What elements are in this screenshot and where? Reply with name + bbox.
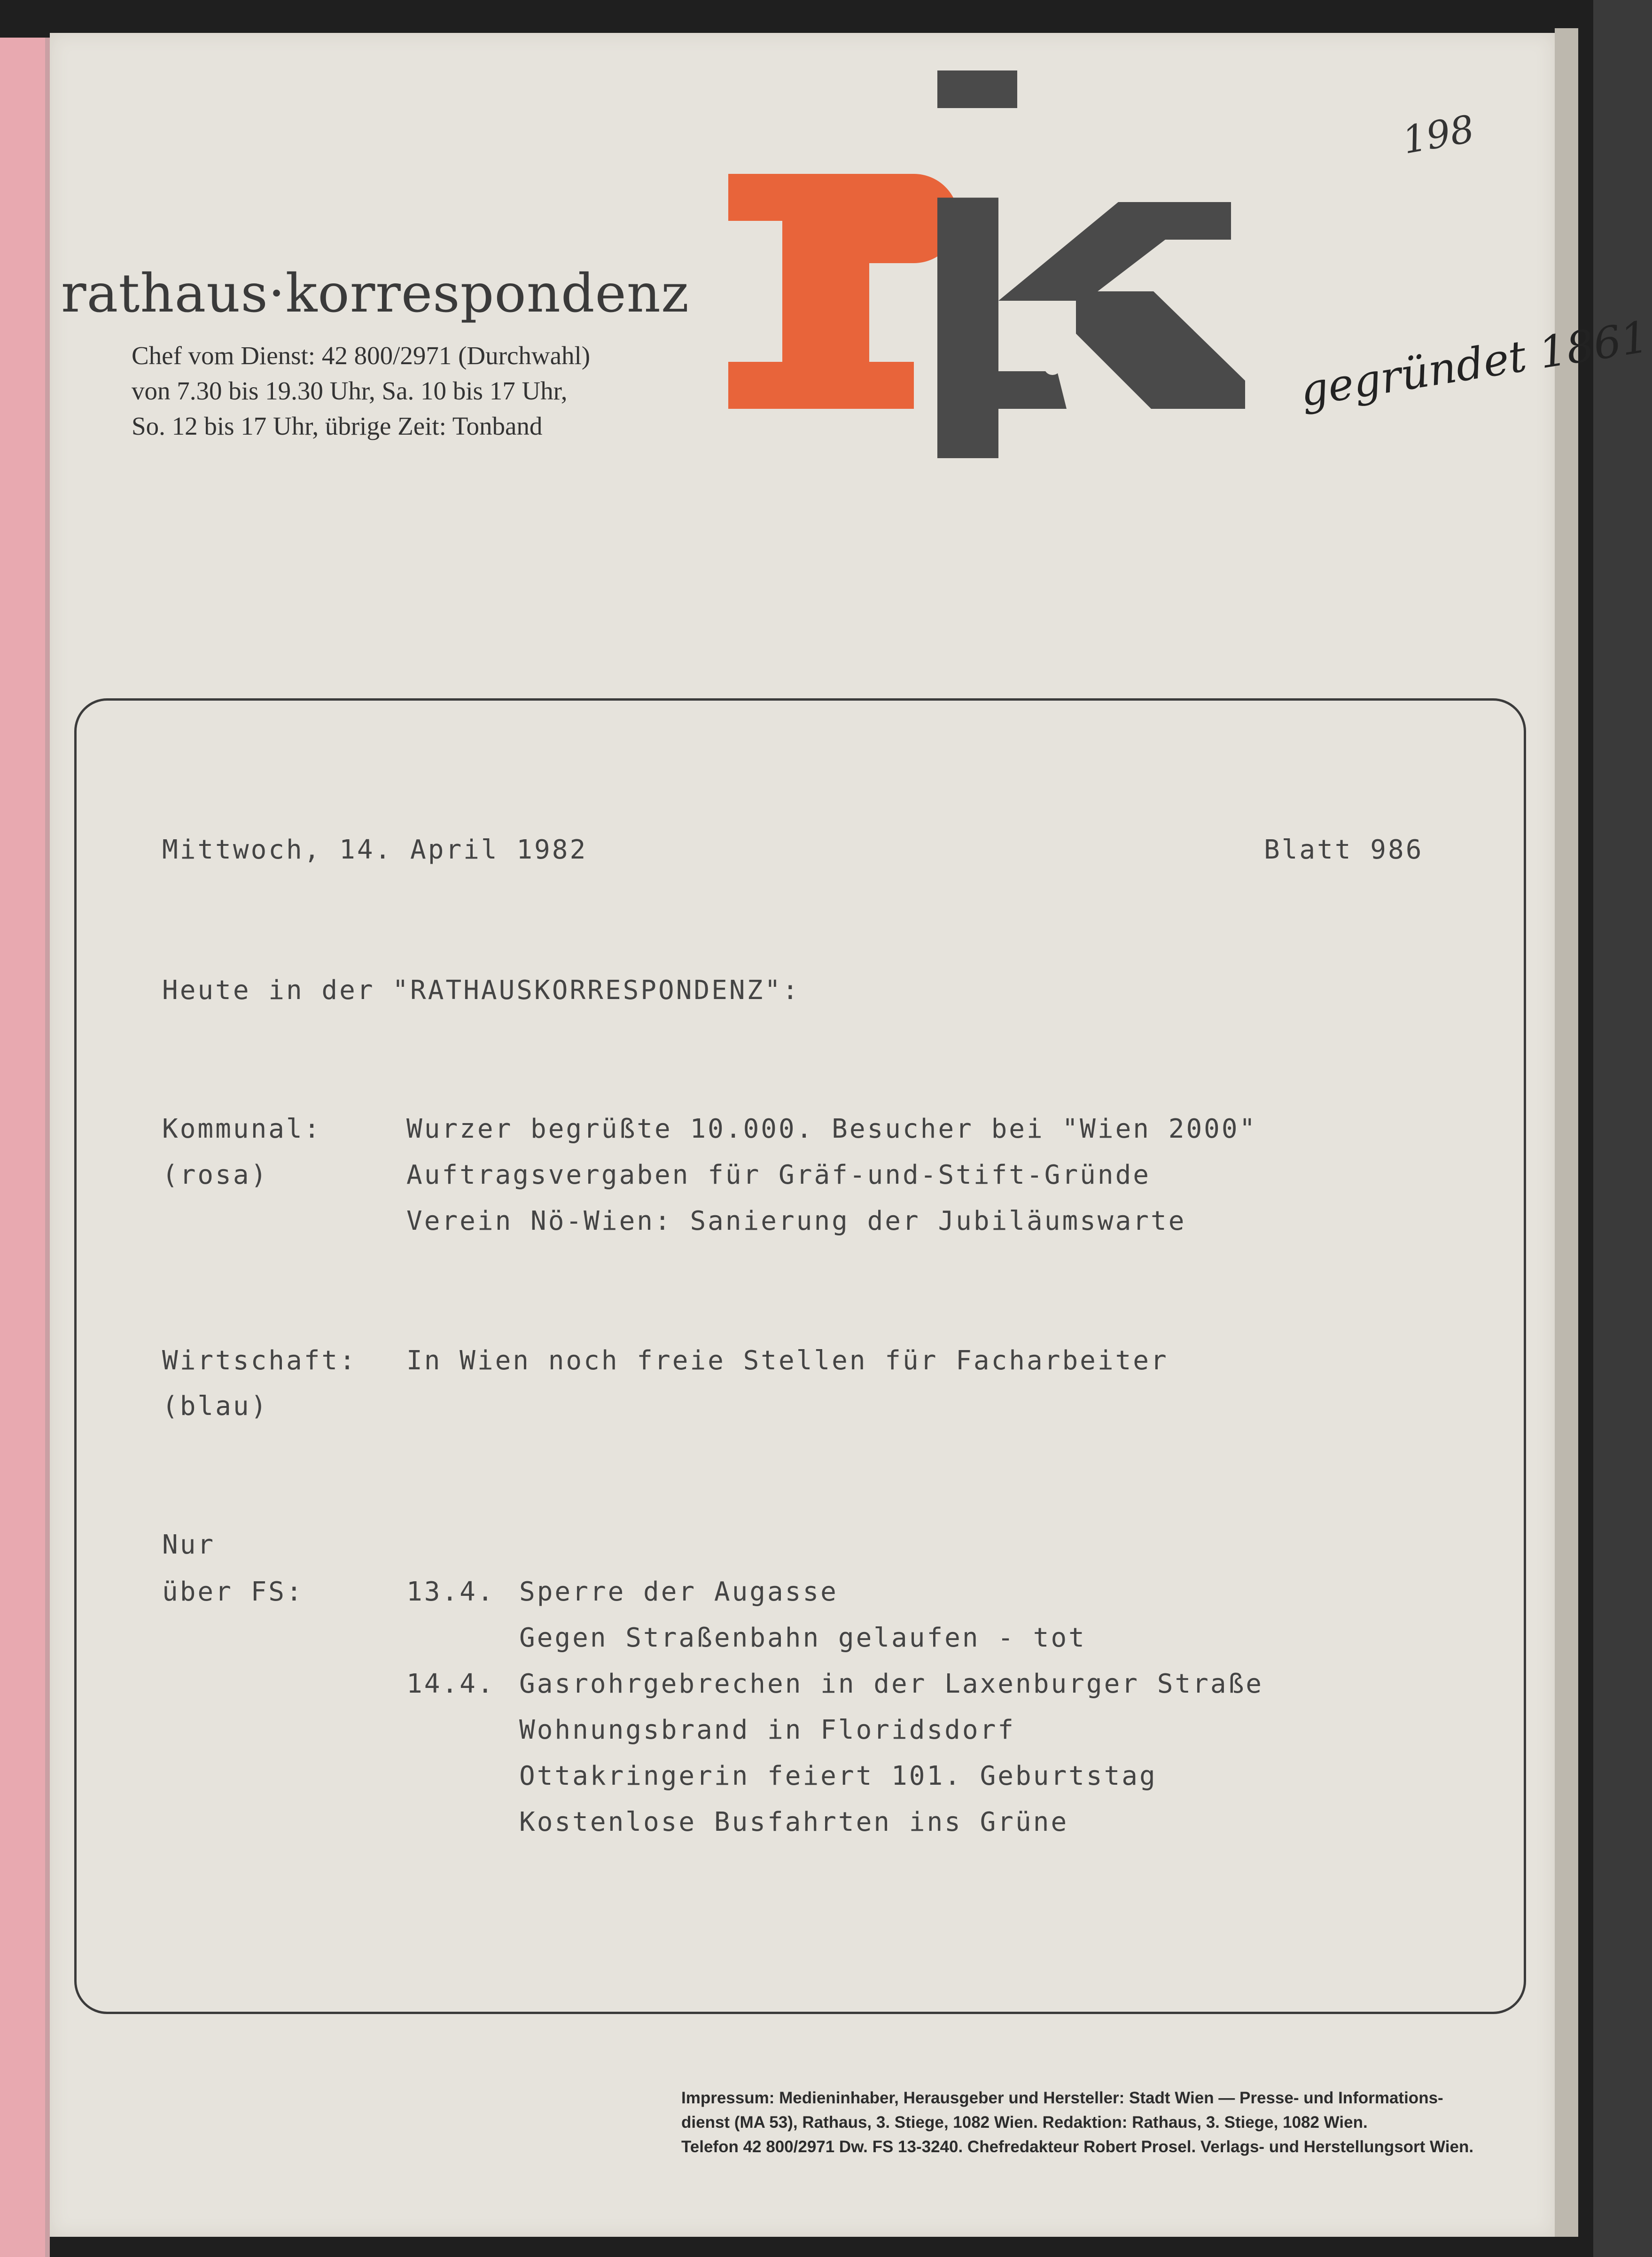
- section-color-rosa: (rosa): [162, 1160, 269, 1190]
- list-item: Wohnungsbrand in Floridsdorf: [519, 1715, 1016, 1745]
- fs-label-line1: Nur: [162, 1530, 216, 1560]
- impressum-line: dienst (MA 53), Rathaus, 3. Stiege, 1082 Wien. Redaktion: Rathaus, 3. Stiege, 1082 Wien.: [681, 2113, 1368, 2132]
- impressum-line: Impressum: Medieninhaber, Herausgeber und Hersteller: Stadt Wien — Presse- und Informations-: [681, 2089, 1443, 2107]
- list-item: Wurzer begrüßte 10.000. Besucher bei "Wien 2000": [406, 1114, 1257, 1144]
- list-item: Sperre der Augasse: [519, 1577, 838, 1607]
- fs-label-line2: über FS:: [162, 1577, 304, 1607]
- list-item: Ottakringerin feiert 101. Geburtstag: [519, 1761, 1157, 1791]
- bulletin-intro: Heute in der "RATHAUSKORRESPONDENZ":: [162, 975, 800, 1006]
- masthead-contact-line: So. 12 bis 17 Uhr, übrige Zeit: Tonband: [132, 412, 543, 440]
- section-color-blau: (blau): [162, 1391, 269, 1421]
- logo-letter-r: [728, 174, 958, 409]
- section-label-wirtschaft: Wirtschaft:: [162, 1345, 357, 1376]
- bulletin-date: Mittwoch, 14. April 1982: [162, 835, 588, 865]
- list-item: Verein Nö-Wien: Sanierung der Jubiläumswarte: [406, 1206, 1186, 1236]
- list-item: Kostenlose Busfahrten ins Grüne: [519, 1807, 1069, 1837]
- list-item: Gasrohrgebrechen in der Laxenburger Straße: [519, 1669, 1264, 1699]
- rk-logo: [728, 174, 1269, 418]
- section-label-kommunal: Kommunal:: [162, 1114, 322, 1144]
- masthead-title: rathaus·korrespondenz: [61, 263, 689, 324]
- fs-date: 14.4.: [406, 1669, 495, 1699]
- list-item: Gegen Straßenbahn gelaufen - tot: [519, 1623, 1086, 1653]
- masthead-contact-line: Chef vom Dienst: 42 800/2971 (Durchwahl): [132, 341, 591, 370]
- pink-page-edge: [0, 38, 45, 2257]
- founded-signature: gegründet 1861: [1297, 311, 1652, 416]
- impressum-line: Telefon 42 800/2971 Dw. FS 13-3240. Chefredakteur Robert Prosel. Verlags- und Herstellungsort Wien.: [681, 2138, 1474, 2156]
- handwritten-page-number: 198: [1399, 107, 1478, 163]
- list-item: Auftragsvergaben für Gräf-und-Stift-Gründe: [406, 1160, 1151, 1190]
- binding-shadow: [45, 38, 50, 2257]
- list-item: In Wien noch freie Stellen für Facharbeiter: [406, 1345, 1169, 1376]
- masthead-contact-line: von 7.30 bis 19.30 Uhr, Sa. 10 bis 17 Uhr,: [132, 376, 568, 405]
- fs-date: 13.4.: [406, 1577, 495, 1607]
- bulletin-sheet-number: Blatt 986: [1264, 835, 1424, 865]
